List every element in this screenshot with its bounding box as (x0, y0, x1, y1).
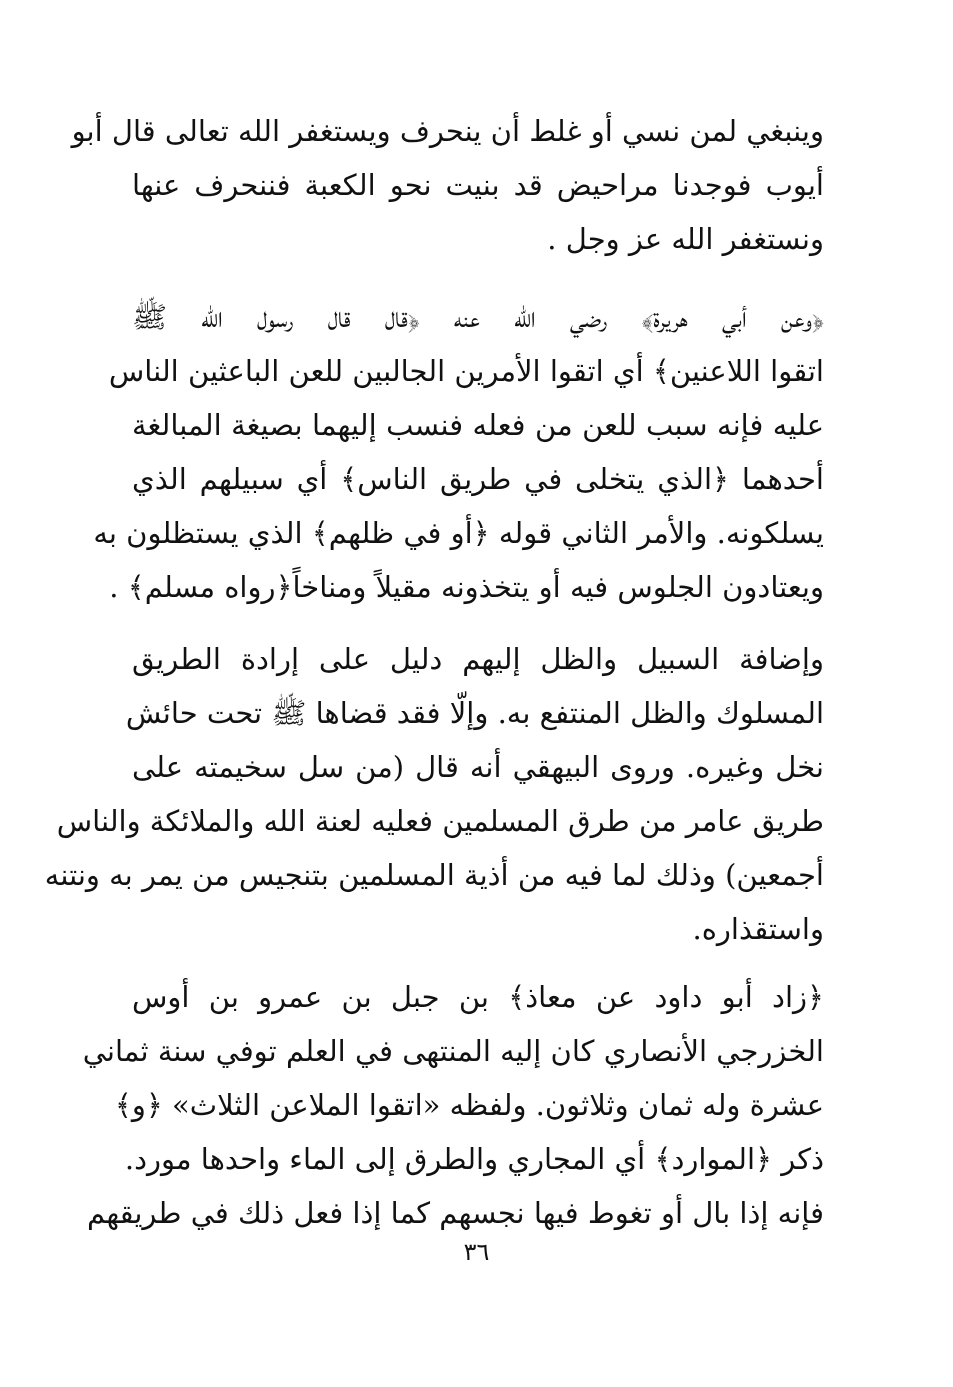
text-line: عليه فإنه سبب للعن من فعله فنسب إليهما بصيغة المبالغة (132, 408, 824, 442)
text-line: ونستغفر الله عز وجل . (547, 222, 824, 256)
page-number: ٣٦ (463, 1238, 490, 1266)
text-line: ﴿زاد أبو داود عن معاذ﴾ بن جبل بن عمرو بن أوس (132, 980, 824, 1014)
paragraph-2 (93, 290, 824, 614)
text-line: عشرة وله ثمان وثلاثون. ولفظه «اتقوا الملاعن الثلاث» ﴿و﴾ (114, 1088, 824, 1122)
text-line: أحدهما ﴿الذي يتخلى في طريق الناس﴾ أي سبيلهم الذي (132, 462, 824, 496)
text-line: ﴿وعن أبي هريرة﴾ رضي الله عنه ﴿قال قال رسول الله ﷺ (132, 300, 824, 334)
text-line: المسلوك والظل المنتفع به. وإلّا فقد قضاها ﷺ تحت حائش (125, 696, 824, 730)
text-line: اتقوا اللاعنين﴾ أي اتقوا الأمرين الجالبين للعن الباعثين الناس (108, 354, 824, 388)
text-line: أجمعين) وذلك لما فيه من أذية المسلمين بتنجيس من يمر به ونتنه (44, 858, 824, 892)
paragraph-1 (71, 104, 824, 266)
paragraph-4 (82, 970, 824, 1240)
text-line: أيوب فوجدنا مراحيض قد بنيت نحو الكعبة فننحرف عنها (132, 168, 824, 202)
text-line: وينبغي لمن نسي أو غلط أن ينحرف ويستغفر الله تعالى قال أبو (71, 114, 824, 148)
text-line: فإنه إذا بال أو تغوط فيها نجسهم كما إذا فعل ذلك في طريقهم (87, 1196, 824, 1230)
text-line: الخزرجي الأنصاري كان إليه المنتهى في العلم توفي سنة ثماني (82, 1034, 824, 1068)
text-line: ويعتادون الجلوس فيه أو يتخذونه مقيلاً ومناخاً﴿رواه مسلم﴾ . (109, 570, 824, 604)
text-line: طريق عامر من طرق المسلمين فعليه لعنة الله والملائكة والناس (56, 804, 824, 838)
text-line: نخل وغيره. وروى البيهقي أنه قال (من سل سخيمته على (132, 750, 824, 784)
text-line: يسلكونه. والأمر الثاني قوله ﴿أو في ظلهم﴾ الذي يستظلون به (93, 516, 824, 550)
paragraph-3 (44, 632, 824, 956)
text-line: وإضافة السبيل والظل إليهم دليل على إرادة الطريق (132, 642, 824, 676)
text-line: ذكر ﴿الموارد﴾ أي المجاري والطرق إلى الماء واحدها مورد. (124, 1142, 824, 1176)
text-line: واستقذاره. (692, 912, 824, 946)
